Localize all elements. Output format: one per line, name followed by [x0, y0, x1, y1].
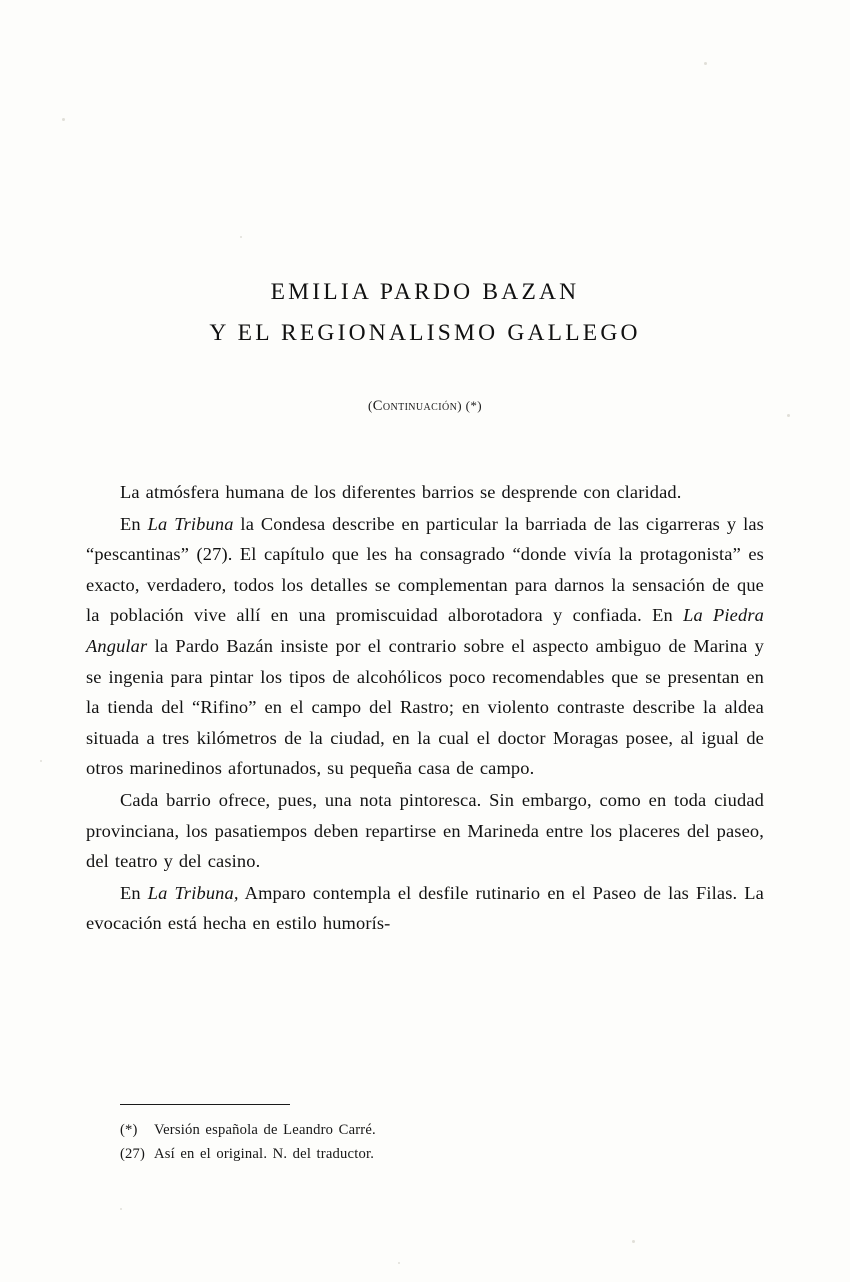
continuation-label: Continuación	[372, 398, 458, 414]
paper-speck	[62, 118, 65, 121]
paper-speck	[120, 1208, 122, 1210]
footnote-separator	[120, 1104, 290, 1105]
work-title-la-tribuna-2: La Tribuna,	[147, 882, 239, 903]
paper-speck	[704, 62, 707, 65]
text-run: la Condesa describe en particular la barriada de las cigarreras y las “pescantinas” (27). El capítulo que les ha consagrado “donde vivía la protagonista” es exacto, verdadero, todos los detalles se complementan para darnos la sensación de que la población vive allí en una promiscuidad alborotadora y confiada. En	[86, 513, 764, 626]
paragraph-1	[86, 477, 764, 508]
continuation-suffix: ) (*)	[457, 398, 482, 413]
continuation-prefix: (	[368, 398, 373, 413]
text-run: Amparo contempla el desfile rutinario en el Paseo de las Filas. La evocación está hecha en estilo humorís-	[86, 882, 764, 934]
footnotes	[120, 1118, 740, 1166]
page-title	[86, 272, 764, 354]
paper-speck	[240, 236, 242, 238]
paper-speck	[632, 1240, 635, 1243]
text-run: En	[120, 882, 148, 903]
footnote-text: Versión española de Leandro Carré.	[154, 1122, 376, 1138]
body-text	[86, 477, 764, 939]
paper-speck	[787, 414, 790, 417]
footnote-item	[120, 1142, 740, 1166]
title-line-2: Y EL REGIONALISMO GALLEGO	[209, 320, 641, 346]
continuation-note	[86, 398, 764, 415]
title-line-1: EMILIA PARDO BAZAN	[270, 279, 580, 305]
text-run: En	[120, 513, 148, 534]
footnote-text: Así en el original. N. del traductor.	[154, 1146, 375, 1162]
footnote-mark: (27)	[120, 1146, 146, 1162]
paper-speck	[398, 1262, 400, 1264]
work-title-la-tribuna: La Tribuna	[147, 513, 234, 534]
work-title-la-piedra-angular: La Piedra Angular	[86, 605, 764, 656]
footnote-item	[120, 1118, 740, 1142]
text-run: la Pardo Bazán insiste por el contrario sobre el aspecto ambiguo de Marina y se ingenia para pintar los tipos de alcohólicos poco recomendables que se presentan en la tienda del “Rifino” en el campo del Rastro; en violento contraste describe la aldea situada a tres kilómetros de la ciudad, en la cual el doctor Moragas posee, al igual de otros marinedinos afortunados, su pequeña casa de campo.	[86, 635, 764, 779]
footnote-mark: (*)	[120, 1122, 138, 1138]
paper-speck	[40, 760, 42, 762]
paragraph-2	[86, 509, 764, 784]
text-run: La atmósfera humana de los diferentes barrios se desprende con claridad.	[120, 482, 682, 502]
paragraph-4	[86, 878, 764, 939]
paragraph-3	[86, 785, 764, 877]
text-run: Cada barrio ofrece, pues, una nota pintoresca. Sin embargo, como en toda ciudad provinciana, los pasatiempos deben repartirse en Marineda entre los placeres del paseo, del teatro y del casino.	[86, 789, 764, 872]
